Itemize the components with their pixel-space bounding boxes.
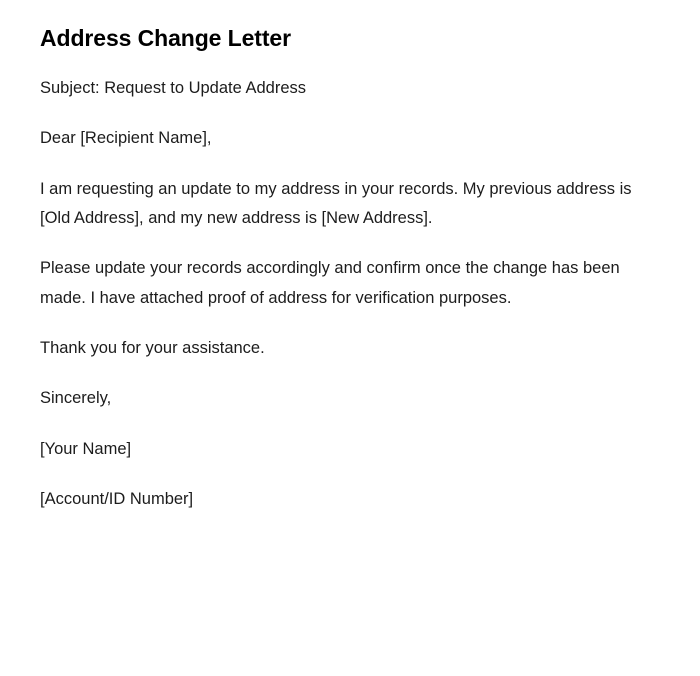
letter-salutation: Dear [Recipient Name], <box>40 129 212 148</box>
letter-subject-line: Subject: Request to Update Address <box>40 78 306 97</box>
page-title: Address Change Letter <box>40 25 291 51</box>
letter-closing: Sincerely, <box>40 389 112 408</box>
letter-account-number: [Account/ID Number] <box>40 490 194 509</box>
letter-body <box>40 74 660 515</box>
letter-sender-name: [Your Name] <box>40 439 132 458</box>
letter-paragraph-request: I am requesting an update to my address in your records. My previous address is [Old Address], and my new address is [New Address]. <box>40 179 632 227</box>
letter-paragraph-thanks: Thank you for your assistance. <box>40 339 265 358</box>
letter-paragraph-confirmation: Please update your records accordingly and confirm once the change has been made. I have attached proof of address for verification purposes. <box>40 259 620 307</box>
